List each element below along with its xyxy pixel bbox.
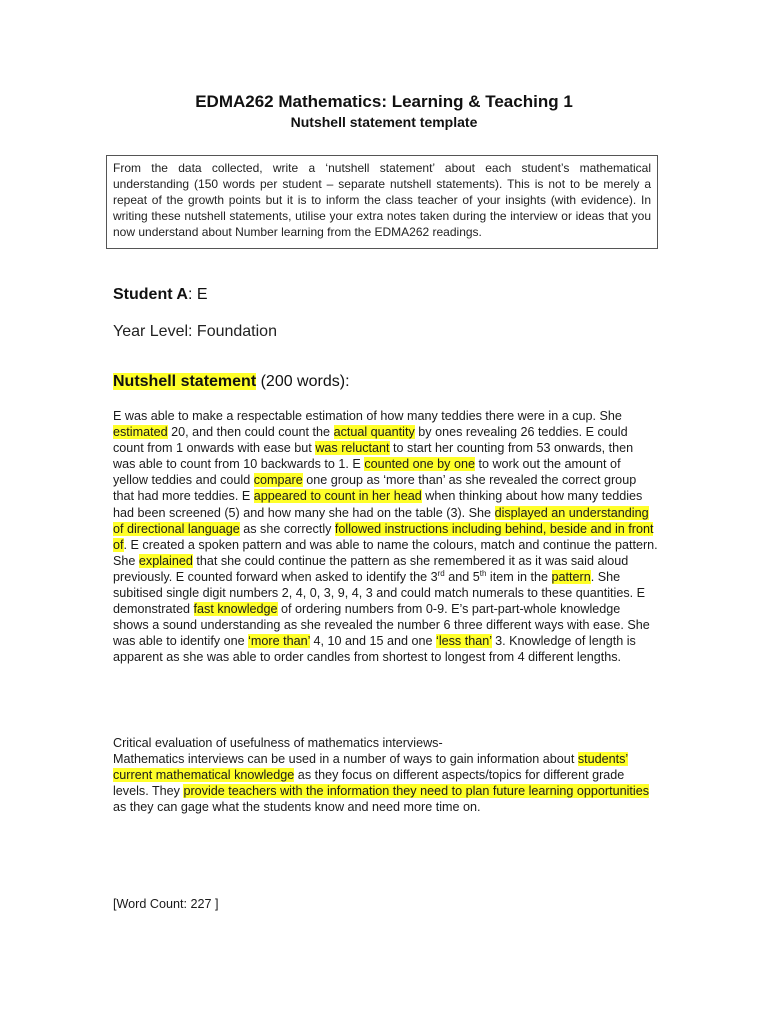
text-segment: as they focus on different aspects/topics for different grade levels. They: [113, 768, 625, 799]
word-count: [Word Count: 227 ]: [113, 897, 219, 911]
text-segment: as they can gage what the students know and need more time on.: [113, 800, 481, 815]
highlighted-text: provide teachers with the information they need to plan future learning opportunities: [183, 784, 650, 799]
text-segment: to start her counting from 53 onwards, then was able to count from 10 backwards to 1. E: [113, 441, 634, 472]
text-segment: 4, 10 and 15 and one: [309, 634, 437, 649]
text-segment: of ordering numbers from 0-9. E’s part-part-whole knowledge shows a sound understanding as she revealed the number 6 three different ways with ease. She was able to identify one: [113, 602, 650, 649]
text-segment: to work out the amount of yellow teddies and could: [113, 457, 621, 488]
nutshell-word-limit: (200 words):: [256, 373, 350, 390]
text-segment: one group as ‘more than’ as she revealed the correct group that had more teddies. E: [113, 473, 637, 504]
document-title: EDMA262 Mathematics: Learning & Teaching 1: [195, 92, 573, 111]
text-segment: 3. Knowledge of length is apparent as she was able to order candles from shortest to longest from 4 different lengths.: [113, 634, 636, 665]
highlighted-text: actual quantity: [333, 425, 415, 440]
text-segment: and 5: [444, 569, 480, 584]
nutshell-paragraph: [113, 408, 658, 666]
highlighted-text: displayed an understanding of directional language: [113, 505, 649, 536]
critical-paragraph: [113, 751, 658, 815]
instruction-box: From the data collected, write a ‘nutshell statement’ about each student’s mathematical understanding (150 words per student – separate nutshell statements). This is not to be merely a repeat of the growth points but it is to inform the class teacher of your insights (with evidence). In writing these nutshell statements, utilise your extra notes taken during the interview or ideas that you now understand about Number learning from the EDMA262 readings.: [106, 155, 658, 249]
highlighted-text: counted one by one: [364, 457, 475, 472]
highlighted-text: fast knowledge: [193, 602, 278, 617]
text-segment: rd: [437, 568, 445, 578]
text-segment: that she could continue the pattern as she remembered it as it was said aloud previously. E counted forward when asked to identify the 3: [113, 553, 629, 584]
year-level: Year Level: Foundation: [113, 323, 277, 340]
text-segment: Mathematics interviews can be used in a number of ways to gain information about: [113, 752, 578, 767]
student-label: Student A: [113, 286, 188, 303]
nutshell-label: Nutshell statement: [113, 373, 257, 390]
highlighted-text: explained: [138, 553, 193, 568]
text-segment: as she correctly: [239, 521, 335, 536]
text-segment: when thinking about how many teddies had been screened (5) and how many she had on the table (3). She: [113, 489, 643, 520]
highlighted-text: estimated: [113, 425, 168, 440]
text-segment: by ones revealing 26 teddies. E could count from 1 onwards with ease but: [113, 425, 628, 456]
highlighted-text: students’ current mathematical knowledge: [113, 752, 629, 783]
highlighted-text: compare: [253, 473, 303, 488]
text-segment: item in the: [486, 569, 552, 584]
highlighted-text: was reluctant: [315, 441, 390, 456]
highlighted-text: ‘less than’: [436, 634, 492, 649]
text-segment: . E created a spoken pattern and was able to name the colours, match and continue the pattern. She: [113, 537, 658, 568]
highlighted-text: followed instructions including behind, beside and in front of: [113, 521, 654, 552]
highlighted-text: appeared to count in her head: [253, 489, 422, 504]
student-value: : E: [187, 286, 208, 303]
text-segment: th: [479, 568, 487, 578]
text-segment: 20, and then could count the: [167, 425, 334, 440]
student-heading: [113, 286, 208, 304]
highlighted-text: pattern: [551, 569, 591, 584]
document-subtitle: Nutshell statement template: [290, 114, 478, 130]
text-segment: . She subitised single digit numbers 2, 4, 0, 3, 9, 4, 3 and could match numerals to these quantities. E demonstrated: [113, 569, 646, 617]
text-segment: E was able to make a respectable estimation of how many teddies there were in a cup. She: [113, 409, 622, 423]
nutshell-heading: [113, 373, 350, 391]
critical-heading: Critical evaluation of usefulness of mathematics interviews-: [113, 736, 443, 750]
critical-evaluation: [113, 735, 658, 815]
highlighted-text: ‘more than’: [248, 634, 310, 649]
